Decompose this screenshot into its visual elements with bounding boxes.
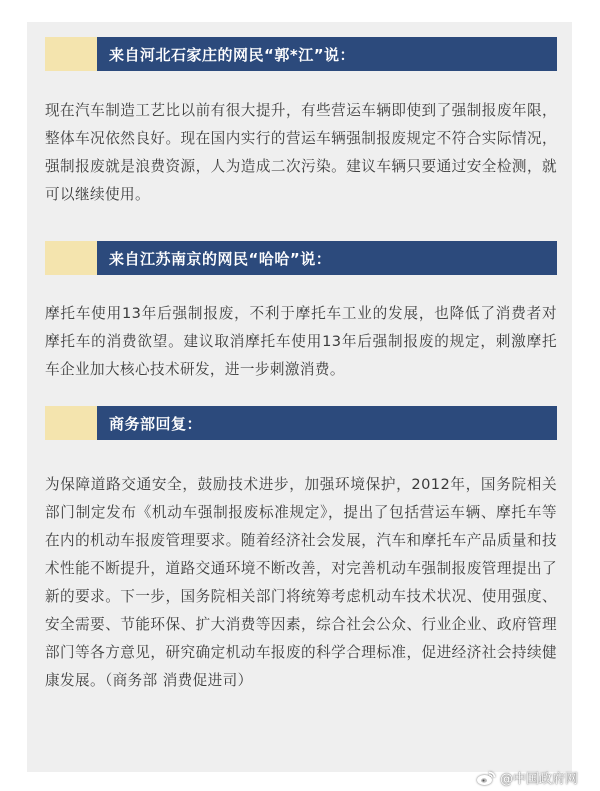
header-accent-tab bbox=[45, 241, 97, 275]
header-bar bbox=[97, 241, 557, 275]
header-accent-tab bbox=[45, 406, 97, 440]
section-header-jiangsu bbox=[45, 241, 557, 275]
section-header-hebei bbox=[45, 37, 557, 71]
section-title: 来自江苏南京的网民“哈哈”说： bbox=[109, 249, 332, 268]
section-title: 来自河北石家庄的网民“郭*江”说： bbox=[109, 45, 356, 64]
header-accent-tab bbox=[45, 37, 97, 71]
weibo-watermark bbox=[476, 768, 578, 787]
header-bar bbox=[97, 406, 557, 440]
section-body-hebei: 现在汽车制造工艺比以前有很大提升，有些营运车辆即使到了强制报废年限，整体车况依然良好。现在国内实行的营运车辆强制报废规定不符合实际情况，强制报废就是浪费资源，人为造成二次污染。建议车辆只要通过安全检测，就可以继续使用。 bbox=[45, 102, 557, 203]
section-title: 商务部回复： bbox=[109, 414, 203, 433]
weibo-icon bbox=[476, 770, 496, 786]
header-bar bbox=[97, 37, 557, 71]
section-body-jiangsu: 摩托车使用13年后强制报废，不利于摩托车工业的发展，也降低了消费者对摩托车的消费欲望。建议取消摩托车使用13年后强制报废的规定，刺激摩托车企业加大核心技术研发，进一步刺激消费。 bbox=[45, 305, 557, 378]
watermark-text: @中国政府网 bbox=[499, 772, 578, 787]
section-body-mofcom: 为保障道路交通安全，鼓励技术进步，加强环境保护，2012年，国务院相关部门制定发布《机动车强制报废标准规定》，提出了包括营运车辆、摩托车等在内的机动车报废管理要求。随着经济社会发展，汽车和摩托车产品质量和技术性能不断提升，道路交通环境不断改善，对完善机动车强制报废管理提出了新的要求。下一步，国务院相关部门将统筹考虑机动车技术状况、使用强度、安全需要、节能环保、扩大消费等因素，综合社会公众、行业企业、政府管理部门等各方意见，研究确定机动车报废的科学合理标准，促进经济社会持续健康发展。（商务部 消费促进司） bbox=[45, 476, 557, 689]
section-header-mofcom bbox=[45, 406, 557, 440]
